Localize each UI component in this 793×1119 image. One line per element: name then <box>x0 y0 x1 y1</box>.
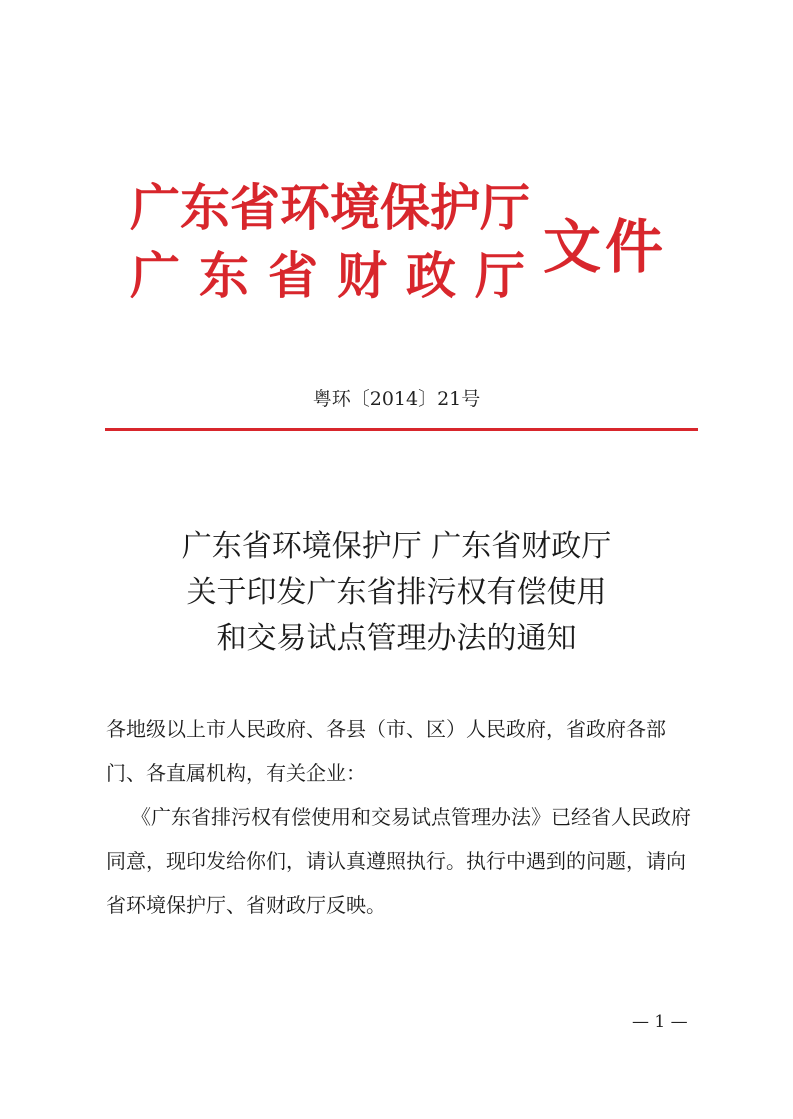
title-line-1: 广东省环境保护厅 广东省财政厅 <box>181 529 612 564</box>
title-line-3: 和交易试点管理办法的通知 <box>216 621 577 656</box>
issuer-finance-dept: 广东省财政厅 <box>130 246 544 305</box>
title-line-2: 关于印发广东省排污权有偿使用 <box>186 575 607 610</box>
document-body <box>106 707 704 927</box>
page-number: — 1 — <box>632 1012 688 1032</box>
addressee-paragraph: 各地级以上市人民政府、各县（市、区）人民政府，省政府各部门、各直属机构，有关企业： <box>106 717 666 785</box>
issuer-environment-dept: 广东省环境保护厅 <box>130 178 530 237</box>
document-header <box>130 178 690 318</box>
body-paragraph: 《广东省排污权有偿使用和交易试点管理办法》已经省人民政府同意，现印发给你们，请认真遵照执行。执行中遇到的问题，请向省环境保护厅、省财政厅反映。 <box>106 805 691 917</box>
document-type-label: 文件 <box>543 213 668 281</box>
document-number: 粤环〔2014〕21号 <box>312 388 481 410</box>
red-divider-line <box>105 428 698 431</box>
document-title <box>0 524 793 662</box>
